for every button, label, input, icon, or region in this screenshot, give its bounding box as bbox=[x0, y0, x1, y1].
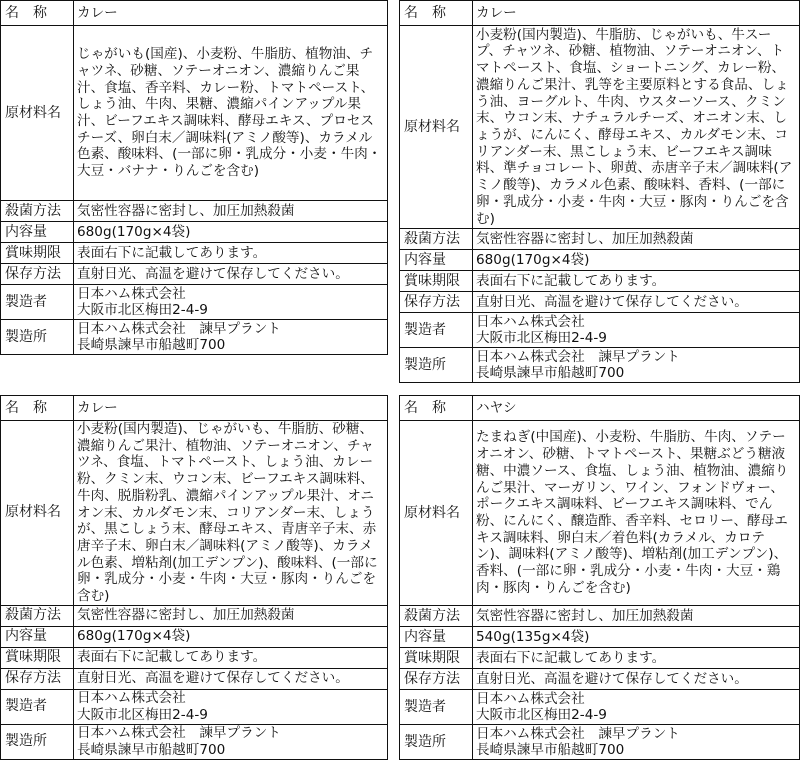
best-before-value: 表面右下に記載してあります。 bbox=[473, 648, 800, 669]
best-before-value: 表面右下に記載してあります。 bbox=[74, 243, 388, 264]
name-row bbox=[1, 1, 388, 26]
factory-row bbox=[400, 348, 800, 383]
ingredients-row bbox=[400, 421, 800, 606]
manufacturer-address: 大阪市北区梅田2-4-9 bbox=[476, 707, 607, 723]
factory-row bbox=[1, 320, 388, 355]
best-before-row bbox=[1, 243, 388, 264]
best-before-value: 表面右下に記載してあります。 bbox=[473, 271, 800, 292]
sterilization-row bbox=[1, 605, 388, 626]
manufacturer-row bbox=[400, 313, 800, 348]
product-name: カレー bbox=[473, 1, 800, 26]
manufacturer-name: 日本ハム株式会社 bbox=[476, 690, 585, 707]
storage-label: 保存方法 bbox=[5, 265, 61, 282]
nutrition-label-panel-4 bbox=[399, 395, 800, 760]
best-before-label: 賞味期限 bbox=[404, 649, 460, 666]
best-before-row bbox=[1, 647, 388, 668]
storage-value: 直射日光、高温を避けて保存してください。 bbox=[473, 292, 800, 313]
ingredients-text: たまねぎ(中国産)、小麦粉、牛脂肪、牛肉、ソテーオニオン、砂糖、トマトペースト、果糖ぶどう糖液糖、中濃ソース、食塩、しょう油、植物油、濃縮りんご果汁、マーガリン、ワイン、フォンドヴォー、ポークエキス調味料、ビーフエキス調味料、でん粉、にんにく、醸造酢、香辛料、セロリー、酵母エキス調味料、卵白末／着色料(カラメル、カロテン)、調味料(アミノ酸等)、増粘剤(加工デンプン)、香料、(一部に卵・乳成分・小麦・牛肉・大豆・鶏肉・豚肉・りんごを含む) bbox=[473, 421, 800, 606]
contents-value: 540g(135g×4袋) bbox=[473, 627, 800, 648]
label-table bbox=[0, 0, 388, 355]
manufacturer-label: 製造者 bbox=[404, 698, 446, 715]
ingredients-label: 原材料名 bbox=[5, 104, 61, 121]
label-table bbox=[399, 395, 800, 760]
sterilization-row bbox=[400, 606, 800, 627]
sterilization-label: 殺菌方法 bbox=[404, 607, 460, 624]
factory-label: 製造所 bbox=[404, 356, 446, 373]
storage-value: 直射日光、高温を避けて保存してください。 bbox=[473, 669, 800, 690]
contents-row bbox=[400, 250, 800, 271]
manufacturer-address: 大阪市北区梅田2-4-9 bbox=[476, 330, 607, 346]
factory-address: 長崎県諫早市船越町700 bbox=[77, 337, 226, 353]
sterilization-value: 気密性容器に密封し、加圧加熱殺菌 bbox=[473, 606, 800, 627]
factory-address: 長崎県諫早市船越町700 bbox=[476, 742, 625, 758]
ingredients-row bbox=[400, 26, 800, 229]
contents-value: 680g(170g×4袋) bbox=[74, 222, 388, 243]
name-label: 名 称 bbox=[404, 399, 446, 416]
factory-address: 長崎県諫早市船越町700 bbox=[476, 365, 625, 381]
best-before-label: 賞味期限 bbox=[404, 272, 460, 289]
sterilization-label: 殺菌方法 bbox=[5, 202, 61, 219]
manufacturer-name: 日本ハム株式会社 bbox=[77, 285, 186, 302]
contents-value: 680g(170g×4袋) bbox=[473, 250, 800, 271]
manufacturer-name: 日本ハム株式会社 bbox=[476, 313, 585, 330]
manufacturer-row bbox=[400, 690, 800, 725]
factory-label: 製造所 bbox=[404, 733, 446, 750]
best-before-label: 賞味期限 bbox=[5, 649, 61, 666]
nutrition-label-panel-3 bbox=[0, 395, 388, 760]
factory-label: 製造所 bbox=[5, 328, 47, 345]
ingredients-text: 小麦粉(国内製造)、じゃがいも、牛脂肪、砂糖、濃縮りんご果汁、植物油、ソテーオニオン、チャツネ、食塩、トマトペースト、しょう油、カレー粉、クミン末、ウコン末、ビーフエキス調味料、牛肉、脱脂粉乳、濃縮パインアップル果汁、オニオン末、カルダモン末、コリアンダー末、しょうが、黒こしょう末、酵母エキス、青唐辛子末、赤唐辛子末、卵白末／調味料(アミノ酸等)、カラメル色素、増粘剤(加工デンプン)、酸味料、(一部に卵・乳成分・小麦・牛肉・大豆・豚肉・りんごを含む) bbox=[74, 421, 388, 606]
sterilization-row bbox=[400, 229, 800, 250]
factory-name: 日本ハム株式会社 諫早プラント bbox=[77, 320, 281, 337]
best-before-label: 賞味期限 bbox=[5, 244, 61, 261]
best-before-value: 表面右下に記載してあります。 bbox=[74, 647, 388, 668]
best-before-row bbox=[400, 271, 800, 292]
ingredients-row bbox=[1, 421, 388, 606]
factory-row bbox=[1, 724, 388, 759]
factory-name: 日本ハム株式会社 諫早プラント bbox=[476, 725, 680, 742]
contents-row bbox=[1, 626, 388, 647]
product-name: カレー bbox=[74, 1, 388, 26]
name-row bbox=[1, 396, 388, 421]
name-label: 名 称 bbox=[404, 4, 446, 21]
name-label: 名 称 bbox=[5, 4, 47, 21]
name-row bbox=[400, 396, 800, 421]
best-before-row bbox=[400, 648, 800, 669]
ingredients-label: 原材料名 bbox=[5, 504, 61, 521]
ingredients-label: 原材料名 bbox=[404, 118, 460, 135]
manufacturer-row bbox=[1, 689, 388, 724]
factory-name: 日本ハム株式会社 諫早プラント bbox=[77, 725, 281, 742]
nutrition-label-panel-2 bbox=[399, 0, 800, 383]
ingredients-label-cell bbox=[1, 26, 74, 201]
name-label: 名 称 bbox=[5, 399, 47, 416]
sterilization-label: 殺菌方法 bbox=[404, 230, 460, 247]
manufacturer-label: 製造者 bbox=[5, 698, 47, 715]
manufacturer-address: 大阪市北区梅田2-4-9 bbox=[77, 302, 208, 318]
sterilization-value: 気密性容器に密封し、加圧加熱殺菌 bbox=[74, 201, 388, 222]
storage-value: 直射日光、高温を避けて保存してください。 bbox=[74, 264, 388, 285]
ingredients-text: 小麦粉(国内製造)、牛脂肪、じゃがいも、牛スープ、チャツネ、砂糖、植物油、ソテーオニオン、トマトペースト、食塩、ショートニング、カレー粉、濃縮りんご果汁、乳等を主要原料とする食品、しょう油、ヨーグルト、牛肉、ウスターソース、クミン末、ウコン末、ナチュラルチーズ、オニオン末、しょうが、にんにく、酵母エキス、カルダモン末、コリアンダー末、黒こしょう末、ビーフエキス調味料、準チョコレート、卵黄、赤唐辛子末／調味料(アミノ酸等)、カラメル色素、酸味料、香料、(一部に卵・乳成分・小麦・牛肉・大豆・豚肉・りんごを含む) bbox=[473, 26, 800, 229]
factory-address: 長崎県諫早市船越町700 bbox=[77, 741, 226, 758]
storage-row bbox=[1, 668, 388, 689]
factory-name: 日本ハム株式会社 諫早プラント bbox=[476, 348, 680, 365]
storage-value: 直射日光、高温を避けて保存してください。 bbox=[74, 668, 388, 689]
sterilization-value: 気密性容器に密封し、加圧加熱殺菌 bbox=[473, 229, 800, 250]
sterilization-row bbox=[1, 201, 388, 222]
storage-row bbox=[400, 669, 800, 690]
factory-label: 製造所 bbox=[5, 733, 47, 750]
storage-label: 保存方法 bbox=[404, 670, 460, 687]
manufacturer-name: 日本ハム株式会社 bbox=[77, 690, 186, 707]
product-name: カレー bbox=[74, 396, 388, 421]
product-name: ハヤシ bbox=[473, 396, 800, 421]
name-label-cell bbox=[1, 1, 74, 26]
manufacturer-label: 製造者 bbox=[5, 293, 47, 310]
ingredients-row bbox=[1, 26, 388, 201]
manufacturer-label: 製造者 bbox=[404, 321, 446, 338]
sterilization-label: 殺菌方法 bbox=[5, 607, 61, 624]
storage-label: 保存方法 bbox=[5, 670, 61, 687]
manufacturer-row bbox=[1, 285, 388, 320]
storage-row bbox=[1, 264, 388, 285]
name-row bbox=[400, 1, 800, 26]
label-table bbox=[399, 0, 800, 383]
storage-label: 保存方法 bbox=[404, 293, 460, 310]
contents-row bbox=[1, 222, 388, 243]
contents-label: 内容量 bbox=[404, 628, 446, 645]
contents-value: 680g(170g×4袋) bbox=[74, 626, 388, 647]
ingredients-label: 原材料名 bbox=[404, 504, 460, 521]
ingredients-text: じゃがいも(国産)、小麦粉、牛脂肪、植物油、チャツネ、砂糖、ソテーオニオン、濃縮りんご果汁、食塩、香辛料、カレー粉、トマトペースト、しょう油、牛肉、果糖、濃縮パインアップル果汁、ビーフエキス調味料、酵母エキス、プロセスチーズ、卵白末／調味料(アミノ酸等)、カラメル色素、酸味料、(一部に卵・乳成分・小麦・牛肉・大豆・バナナ・りんごを含む) bbox=[74, 26, 388, 201]
sterilization-value: 気密性容器に密封し、加圧加熱殺菌 bbox=[74, 605, 388, 626]
manufacturer-address: 大阪市北区梅田2-4-9 bbox=[77, 706, 208, 723]
factory-row bbox=[400, 725, 800, 760]
storage-row bbox=[400, 292, 800, 313]
contents-label: 内容量 bbox=[5, 223, 47, 240]
label-table bbox=[0, 395, 388, 760]
contents-label: 内容量 bbox=[5, 628, 47, 645]
contents-label: 内容量 bbox=[404, 251, 446, 268]
nutrition-label-panel-1 bbox=[0, 0, 388, 355]
contents-row bbox=[400, 627, 800, 648]
